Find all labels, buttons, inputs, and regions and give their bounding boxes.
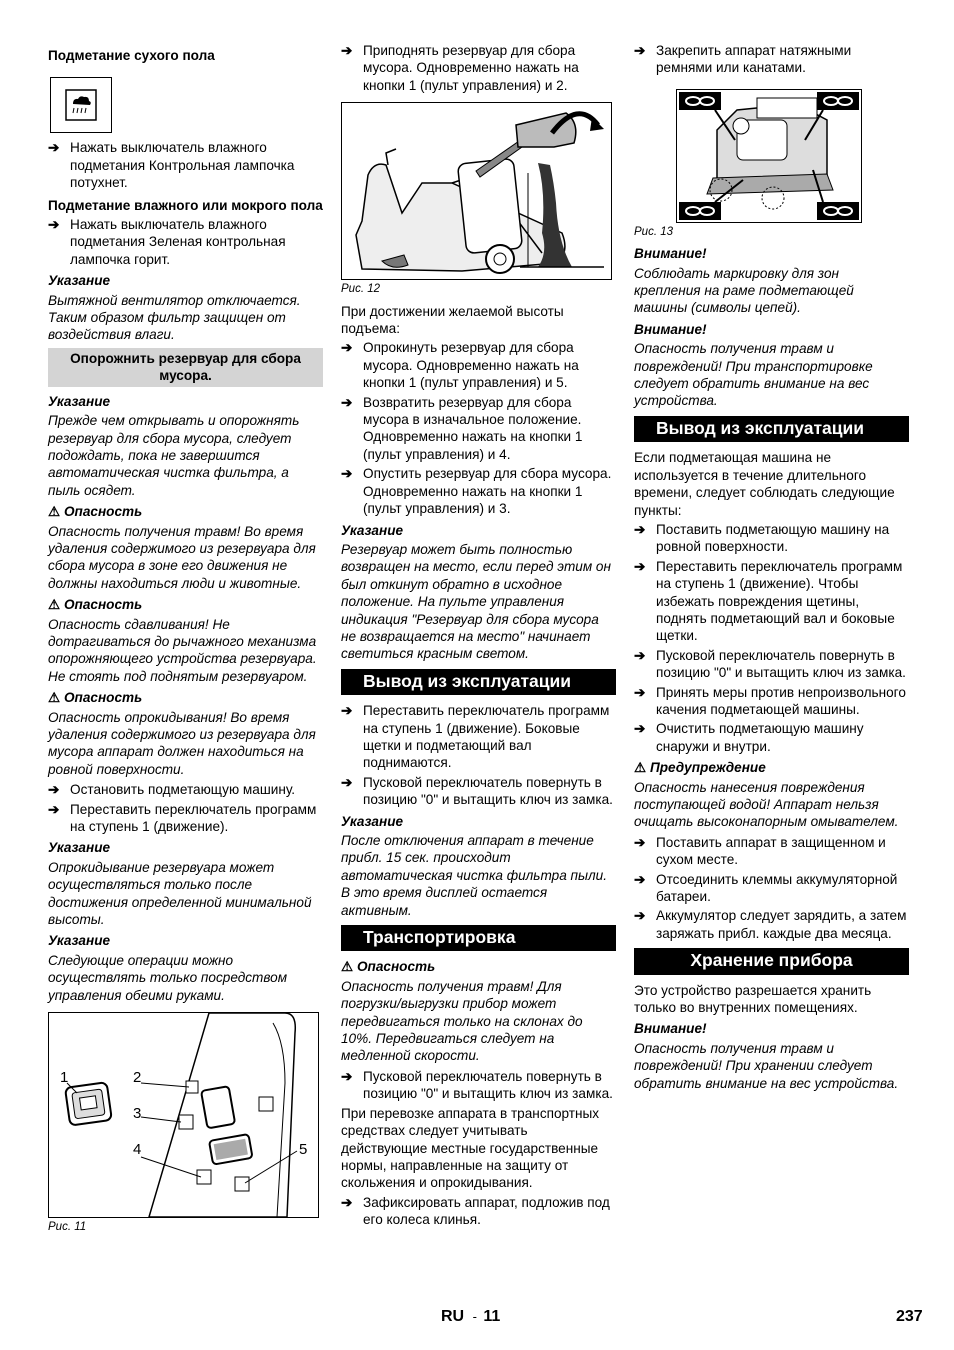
step: ➔ Принять меры против непроизвольного качения подметающей машины. <box>634 684 906 717</box>
note-text: Прежде чем открывать и опорожнять резервуар для сбора мусора, следует подождать, пока не завершится автоматическая чистка фильтра, а пыль осядет. <box>48 413 300 498</box>
arrow-icon: ➔ <box>634 871 646 887</box>
figure-caption: Рис. 12 <box>341 283 380 296</box>
step: ➔ Поставить подметающую машину на ровной поверхности. <box>634 521 890 555</box>
section-heading-empty-bin: Опорожнить резервуар для сбора мусора. <box>48 348 323 387</box>
arrow-icon: ➔ <box>634 834 646 850</box>
arrow-icon: ➔ <box>341 1068 353 1084</box>
note-text: Вытяжной вентилятор отключается. Таким образом фильтр защищен от воздействия влаги. <box>48 292 301 343</box>
step: ➔ Очистить подметающую машину снаружи и внутри. <box>634 721 864 754</box>
paragraph: При достижении желаемой высоты подъема: <box>341 303 564 337</box>
callout-4: 4 <box>133 1141 142 1159</box>
footer-section-page: 11 <box>483 1308 501 1325</box>
chain-symbol <box>679 92 721 110</box>
paragraph: Если подметающая машина не используется в течение длительного времени, следует соблюдать следующие пункты: <box>634 450 895 518</box>
step: ➔ Переставить переключатель программ на ступень 1 (движение). Чтобы избежать повреждения щетины, поднять подметающий вал и боковые щетки. <box>634 558 903 644</box>
attention-text: Соблюдать маркировку для зон крепления на раме подметающей машины (символы цепей). <box>634 265 854 316</box>
note-text: Следующие операции можно осуществлять только посредством управления обеими руками. <box>48 952 288 1003</box>
sweeper-top-view-drawing <box>677 90 861 222</box>
step: ➔ Зафиксировать аппарат, подложив под его колеса клинья. <box>341 1194 610 1228</box>
callout-5: 5 <box>299 1141 308 1159</box>
paragraph: При перевозке аппарата в транспортных средствах следует учитывать действующие местные государственные нормы, направленные на защиту от скольжения и опрокидывания. <box>341 1105 600 1191</box>
section-heading-shutdown: Вывод из эксплуатации <box>341 669 616 695</box>
paragraph: Это устройство разрешается хранить только во внутренних помещениях. <box>634 982 872 1016</box>
note-label: Указание <box>48 840 111 856</box>
figure-11-control-panel <box>48 1012 319 1218</box>
callout-1: 1 <box>60 1069 69 1087</box>
danger-text: Опасность получения травм! Во время удаления содержимого из резервуара для сбора мусора в зоне его движения не должны находиться люди и животные. <box>48 523 316 591</box>
section-heading-decommission: Вывод из эксплуатации <box>634 416 909 442</box>
step: ➔ Опрокинуть резервуар для сбора мусора. Одновременно нажать на кнопки 1 (пульт управления) и 5. <box>341 340 579 391</box>
footer-language: RU <box>441 1308 465 1325</box>
figure-caption: Рис. 11 <box>48 1221 87 1234</box>
warning-icon: ⚠ <box>48 597 61 613</box>
figure-caption: Рис. 13 <box>634 225 673 238</box>
danger-label: ⚠ Опасность <box>48 504 143 520</box>
step: ➔ Пусковой переключатель повернуть в позицию "0" и вытащить ключ из замка. <box>341 1068 613 1102</box>
warning-icon: ⚠ <box>48 690 61 706</box>
sweeper-drawing <box>342 103 611 279</box>
arrow-icon: ➔ <box>341 466 353 482</box>
note-text: Опрокидывание резервуара может осуществляться только после достижения определенной минимальной высоты. <box>48 859 312 928</box>
step: ➔ Аккумулятор следует зарядить, а затем заряжать прибл. каждые два месяца. <box>634 908 907 941</box>
step: ➔ Поставить аппарат в защищенном и сухом месте. <box>634 834 886 868</box>
attention-label: Внимание! <box>634 246 707 262</box>
danger-label: ⚠ Опасность <box>341 959 436 975</box>
control-panel-drawing <box>49 1013 318 1217</box>
footer-separator: - <box>472 1309 477 1324</box>
callout-2: 2 <box>133 1069 142 1087</box>
note-label: Указание <box>48 273 111 289</box>
arrow-icon: ➔ <box>48 140 60 156</box>
danger-text: Опасность сдавливания! Не дотрагиваться до рычажного механизма опорожняющего устройства резервуара. Не стоять под поднятым резервуаром. <box>48 616 317 684</box>
arrow-icon: ➔ <box>341 43 353 58</box>
step: ➔ Приподнять резервуар для сбора мусора. Одновременно нажать на кнопки 1 (пульт управления) и 2. <box>341 43 579 93</box>
chain-symbol <box>817 202 859 220</box>
section-heading-transport: Транспортировка <box>341 925 616 951</box>
arrow-icon: ➔ <box>634 721 646 737</box>
note-label: Указание <box>48 933 111 949</box>
heading-dry-sweeping: Подметание сухого пола <box>48 48 215 63</box>
step: ➔ Закрепить аппарат натяжными ремнями или канатами. <box>634 43 852 76</box>
attention-text: Опасность получения травм и повреждений! При хранении следует обратить внимание на вес устройства. <box>634 1040 899 1091</box>
callout-3: 3 <box>133 1105 142 1123</box>
step: ➔ Возвратить резервуар для сбора мусора в изначальное положение. Одновременно нажать на кнопки 1 (пульт управления) и 4. <box>341 394 583 462</box>
page-footer-label <box>441 1308 500 1326</box>
note-label: Указание <box>48 393 111 409</box>
arrow-icon: ➔ <box>341 703 353 719</box>
arrow-icon: ➔ <box>634 521 646 537</box>
attention-label: Внимание! <box>634 1021 707 1037</box>
heading-wet-sweeping: Подметание влажного или мокрого пола <box>48 197 323 213</box>
warning-label: ⚠ Предупреждение <box>634 760 766 776</box>
arrow-icon: ➔ <box>341 340 353 356</box>
step: ➔ Нажать выключатель влажного подметания Зеленая контрольная лампочка горит. <box>48 217 286 267</box>
warning-icon: ⚠ <box>341 959 354 975</box>
arrow-icon: ➔ <box>634 908 646 924</box>
step: ➔ Отсоединить клеммы аккумуляторной батареи. <box>634 871 898 905</box>
column-3 <box>634 42 909 1095</box>
warning-icon: ⚠ <box>634 760 647 776</box>
rain-cloud-icon <box>65 89 97 121</box>
step: ➔ Переставить переключатель программ на ступень 1 (движение). <box>48 801 317 835</box>
figure-12-sweeper-bin-tipping <box>341 102 612 280</box>
arrow-icon: ➔ <box>48 217 60 233</box>
step: ➔ Пусковой переключатель повернуть в позицию "0" и вытащить ключ из замка. <box>634 647 906 681</box>
step: ➔ Остановить подметающую машину. <box>48 782 296 798</box>
step: ➔ Нажать выключатель влажного подметания Контрольная лампочка потухнет. <box>48 140 295 191</box>
danger-label: ⚠ Опасность <box>48 690 143 706</box>
arrow-icon: ➔ <box>341 394 353 410</box>
arrow-icon: ➔ <box>634 684 646 700</box>
note-label: Указание <box>341 522 404 538</box>
note-text: После отключения аппарат в течение прибл. 15 сек. происходит автоматическая чистка фильтра пыли. В это время дисплей остается активным. <box>341 833 608 918</box>
danger-label: ⚠ Опасность <box>48 597 143 613</box>
step: ➔ Пусковой переключатель повернуть в позицию "0" и вытащить ключ из замка. <box>341 774 613 808</box>
warning-icon: ⚠ <box>48 504 61 520</box>
figure-13-tie-down-points <box>676 89 862 223</box>
note-label: Указание <box>341 813 404 829</box>
step: ➔ Опустить резервуар для сбора мусора. Одновременно нажать на кнопки 1 (пульт управления) и 3. <box>341 466 612 517</box>
section-heading-storage: Хранение прибора <box>634 948 909 974</box>
danger-text: Опасность опрокидывания! Во время удаления содержимого из резервуара для мусора аппарат должен находиться на ровной поверхности. <box>48 709 316 777</box>
step: ➔ Переставить переключатель программ на ступень 1 (движение). Боковые щетки и подметающий вал поднимаются. <box>341 703 610 771</box>
warning-text: Опасность нанесения повреждения поступающей водой! Аппарат нельзя очищать высоконапорным омывателем. <box>634 779 899 830</box>
arrow-icon: ➔ <box>48 801 60 817</box>
page-number: 237 <box>896 1308 923 1325</box>
column-2 <box>341 42 616 1231</box>
arrow-icon: ➔ <box>634 558 646 574</box>
danger-text: Опасность получения травм! Для погрузки/выгрузки прибор может передвигаться только на склонах до 10%. Передвигаться следует на медленной скорости. <box>341 978 583 1064</box>
arrow-icon: ➔ <box>634 647 646 663</box>
wet-sweep-symbol <box>50 77 112 133</box>
chain-symbol <box>817 92 859 110</box>
attention-text: Опасность получения травм и повреждений! При транспортировке следует обратить внимание на вес устройства. <box>634 341 873 409</box>
arrow-icon: ➔ <box>341 1194 353 1210</box>
chain-symbol <box>679 202 721 220</box>
arrow-icon: ➔ <box>634 43 646 58</box>
column-1 <box>48 42 323 1241</box>
attention-label: Внимание! <box>634 321 707 337</box>
arrow-icon: ➔ <box>341 774 353 790</box>
arrow-icon: ➔ <box>48 782 60 798</box>
note-text: Резервуар может быть полностью возвращен на место, если перед этим он был откинут обратно в исходное положение. На пульте управления индикация "Резервуар для сбора мусора не возвращается на место" начинает светиться красным светом. <box>341 541 611 662</box>
